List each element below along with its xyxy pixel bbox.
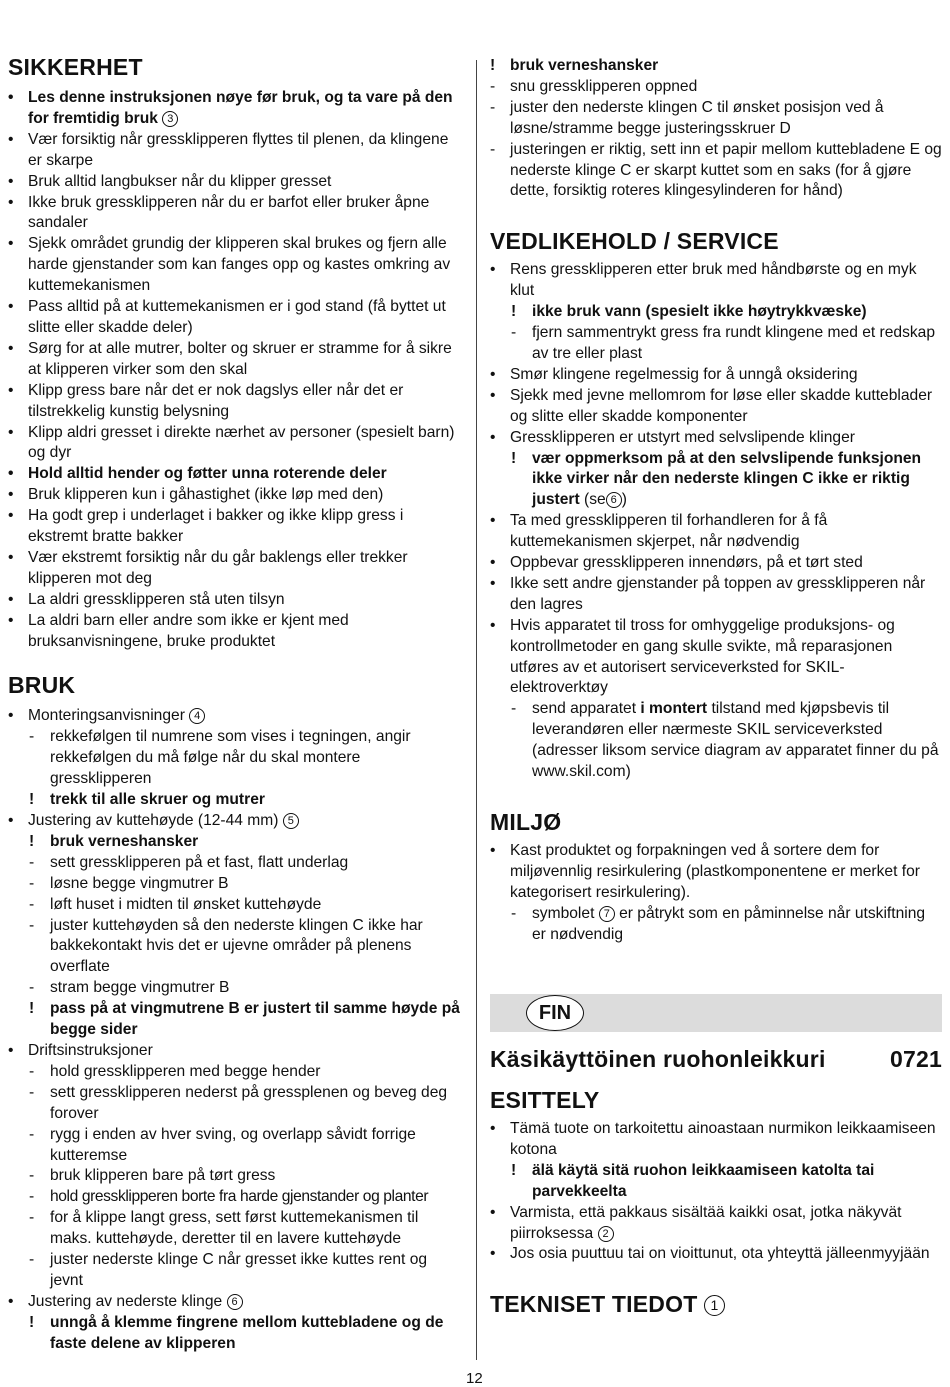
- product-title-row: [490, 1044, 942, 1074]
- continued-list: [490, 56, 942, 202]
- sub-item: - symbolet 7 er påtrykt som en påminnelse når utskiftning er nødvendig: [511, 904, 926, 943]
- sub-item: - løft huset i midten til ønsket kuttehøyde: [29, 895, 322, 913]
- list-item: • Hvis apparatet til tross for omhyggelige produksjons- og kontrollmetoder en gang skulle svikte, må reparasjonen utføres av et autorisert serviceverksted for SKIL-elektroverktøy: [490, 616, 895, 697]
- list-item: • Les denne instruksjonen nøye før bruk, og ta vare på den for fremtidig bruk 3: [8, 89, 453, 127]
- list-item: • Monteringsanvisninger 4: [8, 706, 464, 727]
- warning-item: ! vær oppmerksom på at den selvslipende funksjonen ikke virker når den nederste klingen C ikke er riktig justert (se 6 ): [511, 449, 922, 509]
- list-item: • Justering av nederste klinge 6: [8, 1292, 464, 1313]
- language-band: [490, 994, 942, 1032]
- list-item: • Ikke sett andre gjenstander på toppen av gressklipperen når den lagres: [490, 574, 926, 613]
- list-item: • Tämä tuote on tarkoitettu ainoastaan nurmikon leikkaamiseen kotona: [490, 1120, 936, 1158]
- list-item: • Sjekk med jevne mellomrom for løse eller skadde kutteblader og slitte eller skadde komponenter: [490, 386, 933, 425]
- list-item: • Pass alltid på at kuttemekanismen er i god stand (få byttet ut slitte eller skadde deler): [8, 298, 446, 336]
- heading-sikkerhet: SIKKERHET: [8, 54, 143, 80]
- miljo-list: [490, 841, 942, 946]
- list-item: • Smør klingene regelmessig for å unngå oksidering: [490, 365, 858, 383]
- list-item: • Vær ekstremt forsiktig når du går baklengs eller trekker klipperen mot deg: [8, 548, 408, 587]
- sub-item: - juster den nederste klingen C til ønsket posisjon ved å løsne/stramme begge justeringsskruer D: [490, 98, 884, 137]
- sub-item: - justeringen er riktig, sett inn et papir mellom kuttebladene E og nederste klinge C er skarpt kuttet som en saks (for å gjøre dette, forsiktig roteres klingesylinderen for hånd): [490, 140, 942, 200]
- list-item: • Ha godt grep i underlaget i bakker og ikke klipp gress i ekstremt bratte bakker: [8, 507, 404, 546]
- bruk-list: [8, 706, 464, 1354]
- sub-item: - rekkefølgen til numrene som vises i tegningen, angir rekkefølgen du må følge når du skal montere gressklipperen: [29, 728, 411, 788]
- figure-ref-circle: 5: [283, 813, 299, 829]
- sub-item: - for å klippe langt gress, sett først kuttemekanismen til maks. kuttehøyde, deretter til en lavere kuttehøyde: [29, 1209, 419, 1248]
- left-column: [8, 52, 464, 1355]
- sikkerhet-list: [8, 88, 464, 652]
- list-item: • Sjekk området grundig der klipperen skal brukes og fjern alle harde gjenstander som kan fanges opp og kastes omkring av kuttemekanismen: [8, 235, 451, 295]
- heading-vedlikehold: VEDLIKEHOLD / SERVICE: [490, 228, 779, 255]
- list-item: • Klipp gress bare når det er nok dagslys eller når det er tilstrekkelig kunstig belysning: [8, 381, 404, 420]
- fin-section: [490, 1044, 942, 1319]
- sub-item: - hold gressklipperen borte fra harde gjenstander og planter: [29, 1188, 429, 1206]
- list-item: • Jos osia puuttuu tai on vioittunut, ota yhteyttä jälleenmyyjään: [490, 1245, 930, 1263]
- sub-item: - snu gressklipperen oppned: [490, 77, 698, 95]
- warning-item: ! älä käytä sitä ruohon leikkaamiseen katolta tai parvekkeelta: [511, 1161, 875, 1200]
- list-item: • Vær forsiktig når gressklipperen flyttes til plenen, da klingene er skarpe: [8, 130, 449, 169]
- list-item: • Driftsinstruksjoner: [8, 1041, 153, 1059]
- warning-item: ! unngå å klemme fingrene mellom kuttebladene og de faste delene av klipperen: [29, 1313, 444, 1352]
- heading-tekniset: TEKNISET TIEDOT 1: [490, 1289, 942, 1319]
- list-item: • Varmista, että pakkaus sisältää kaikki osat, jotka näkyvät piirroksessa 2: [490, 1203, 902, 1242]
- sub-item: - sett gressklipperen på et fast, flatt underlag: [29, 853, 349, 871]
- list-item: • Bruk klipperen kun i gåhastighet (ikke løp med den): [8, 486, 384, 504]
- list-item: • Gressklipperen er utstyrt med selvslipende klinger: [490, 428, 855, 446]
- figure-ref-circle: 6: [227, 1294, 243, 1310]
- sub-item: - stram begge vingmutrer B: [29, 979, 230, 997]
- esittely-list: [490, 1119, 942, 1265]
- sub-item: - løsne begge vingmutrer B: [29, 874, 229, 892]
- list-item: • Justering av kuttehøyde (12-44 mm) 5: [8, 811, 464, 832]
- figure-ref-circle: 4: [189, 708, 205, 724]
- list-item: • Ikke bruk gressklipperen når du er barfot eller bruker åpne sandaler: [8, 193, 430, 232]
- sub-item: - juster nederste klinge C når gresset ikke kuttes rent og jevnt: [29, 1251, 428, 1289]
- figure-ref-circle: 2: [598, 1226, 614, 1242]
- list-item: • Bruk alltid langbukser når du klipper gresset: [8, 172, 332, 190]
- heading-miljo: MILJØ: [490, 809, 562, 835]
- sub-item: - fjern sammentrykt gress fra rundt klingene med et redskap av tre eller plast: [511, 324, 936, 362]
- warning-item: ! pass på at vingmutrene B er justert til samme høyde på begge sider: [29, 1000, 460, 1039]
- list-item: • Rens gressklipperen etter bruk med håndbørste og en myk klut: [490, 261, 917, 300]
- figure-ref-circle: 3: [162, 111, 178, 127]
- figure-ref-circle: 7: [599, 906, 615, 922]
- figure-ref-circle: 6: [606, 492, 622, 508]
- column-divider: [476, 60, 477, 1360]
- list-item: • Kast produktet og forpakningen ved å sortere dem for miljøvennlig resirkulering (plastkomponentene er merket for kategorisert resirkulering).: [490, 842, 920, 901]
- product-title: Käsikäyttöinen ruohonleikkuri: [490, 1046, 826, 1072]
- sub-item: - juster kuttehøyden så den nederste klingen C ikke har bakkekontakt hvis det er ujevne områder på plenens overflate: [29, 916, 423, 976]
- figure-ref-circle: 1: [704, 1295, 725, 1316]
- list-item: • Oppbevar gressklipperen innendørs, på et tørt sted: [490, 554, 863, 572]
- list-item: • Hold alltid hender og føtter unna roterende deler: [8, 465, 387, 483]
- warning-item: ! trekk til alle skruer og mutrer: [29, 791, 265, 809]
- sub-item: - rygg i enden av hver sving, og overlapp såvidt forrige kutteremse: [29, 1125, 416, 1164]
- sub-item: - bruk klipperen bare på tørt gress: [29, 1167, 276, 1185]
- heading-esittely: ESITTELY: [490, 1087, 600, 1113]
- list-item: • Sørg for at alle mutrer, bolter og skruer er stramme for å sikre at klipperen virker som den skal: [8, 339, 452, 378]
- sub-item: - send apparatet i montert tilstand med kjøpsbevis til leverandøren eller nærmeste SKIL serviceverksted (adresser liksom service diagram av apparatet finner du på www.skil.com): [511, 700, 939, 781]
- list-item: • Klipp aldri gresset i direkte nærhet av personer (spesielt barn) og dyr: [8, 423, 455, 462]
- product-model: 0721: [890, 1046, 942, 1072]
- page-number: 12: [466, 1370, 483, 1387]
- warning-item: ! ikke bruk vann (spesielt ikke høytrykkvæske): [511, 303, 867, 321]
- heading-bruk: BRUK: [8, 672, 76, 699]
- right-column: [490, 56, 942, 946]
- list-item: • Ta med gressklipperen til forhandleren for å få kuttemekanismen skjerpet, når nødvendig: [490, 512, 828, 551]
- warning-item: ! bruk verneshansker: [29, 832, 199, 850]
- list-item: • La aldri gressklipperen stå uten tilsyn: [8, 590, 285, 608]
- language-badge: FIN: [526, 995, 584, 1031]
- warning-item: ! bruk verneshansker: [490, 57, 659, 74]
- sub-item: - hold gressklipperen med begge hender: [29, 1062, 321, 1080]
- vedlikehold-list: [490, 260, 942, 783]
- list-item: • La aldri barn eller andre som ikke er kjent med bruksanvisningene, bruke produktet: [8, 611, 349, 650]
- sub-item: - sett gressklipperen nederst på gressplenen og beveg deg forover: [29, 1083, 448, 1122]
